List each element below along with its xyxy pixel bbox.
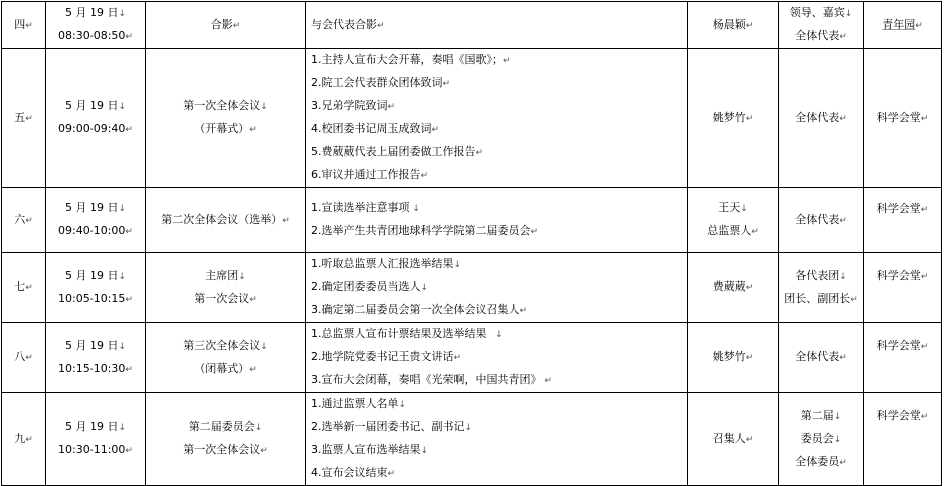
attendees-cell: 全体代表↵ bbox=[779, 323, 864, 393]
agenda-row bbox=[2, 188, 942, 253]
time-cell: 5 月 19 日↓ 08:30-08:50↵ bbox=[46, 2, 146, 49]
seq-cell: 六↵ bbox=[2, 188, 46, 253]
host-cell: 王天↓ 总监票人↵ bbox=[688, 188, 779, 253]
title-cell: 第二次全体会议（选举）↵ bbox=[146, 188, 306, 253]
venue-cell: 科学会堂↵ bbox=[864, 393, 942, 486]
agenda-row bbox=[2, 323, 942, 393]
title-cell: 主席团↓ 第一次会议↵ bbox=[146, 253, 306, 323]
agenda-table bbox=[1, 1, 942, 486]
attendees-cell: 全体代表↵ bbox=[779, 49, 864, 188]
seq-cell: 八↵ bbox=[2, 323, 46, 393]
venue-cell: 科学会堂↵ bbox=[864, 188, 942, 253]
venue-cell: 科学会堂↵ bbox=[864, 49, 942, 188]
seq-cell: 四↵ bbox=[2, 2, 46, 49]
items-cell: 1.总监票人宣布计票结果及选举结果 ↓ 2.地学院党委书记王贵文讲话↵ 3.宣布大会闭幕，奏唱《光荣啊，中国共青团》 ↵ bbox=[306, 323, 688, 393]
time-cell: 5 月 19 日↓ 09:40-10:00↵ bbox=[46, 188, 146, 253]
venue-cell: 青年园↵ bbox=[864, 2, 942, 49]
attendees-cell: 领导、嘉宾↓ 全体代表↵ bbox=[779, 2, 864, 49]
items-cell: 1.主持人宣布大会开幕，奏唱《国歌》；↵ 2.院工会代表群众团体致词↵ 3.兄弟学院致词↵ 4.校团委书记周玉成致词↵ 5.费葳葳代表上届团委做工作报告↵ 6.审议并通过工作报告↵ bbox=[306, 49, 688, 188]
agenda-body bbox=[2, 2, 942, 486]
time-cell: 5 月 19 日↓ 10:05-10:15↵ bbox=[46, 253, 146, 323]
host-cell: 姚梦竹↵ bbox=[688, 323, 779, 393]
host-cell: 杨晨颖↵ bbox=[688, 2, 779, 49]
attendees-cell: 全体代表↵ bbox=[779, 188, 864, 253]
time-cell: 5 月 19 日↓ 09:00-09:40↵ bbox=[46, 49, 146, 188]
time-cell: 5 月 19 日↓ 10:15-10:30↵ bbox=[46, 323, 146, 393]
agenda-row bbox=[2, 2, 942, 49]
host-cell: 召集人↵ bbox=[688, 393, 779, 486]
venue-cell: 科学会堂↵ bbox=[864, 253, 942, 323]
seq-cell: 七↵ bbox=[2, 253, 46, 323]
host-cell: 费葳葳↵ bbox=[688, 253, 779, 323]
title-cell: 第三次全体会议↓ （闭幕式）↵ bbox=[146, 323, 306, 393]
items-cell: 1.通过监票人名单↓ 2.选举新一届团委书记、副书记↓ 3.监票人宣布选举结果↓ 4.宣布会议结束↵ bbox=[306, 393, 688, 486]
agenda-row bbox=[2, 393, 942, 486]
items-cell: 1.听取总监票人汇报选举结果↓ 2.确定团委委员当选人↓ 3.确定第二届委员会第一次全体会议召集人↵ bbox=[306, 253, 688, 323]
title-cell: 第二届委员会↓ 第一次全体会议↵ bbox=[146, 393, 306, 486]
title-cell: 合影↵ bbox=[146, 2, 306, 49]
title-cell: 第一次全体会议↓ （开幕式）↵ bbox=[146, 49, 306, 188]
attendees-cell: 第二届↓ 委员会↓ 全体委员↵ bbox=[779, 393, 864, 486]
attendees-cell: 各代表团↓ 团长、副团长↵ bbox=[779, 253, 864, 323]
agenda-row bbox=[2, 49, 942, 188]
agenda-row bbox=[2, 253, 942, 323]
venue-cell: 科学会堂↵ bbox=[864, 323, 942, 393]
seq-cell: 五↵ bbox=[2, 49, 46, 188]
seq-cell: 九↵ bbox=[2, 393, 46, 486]
items-cell: 与会代表合影↵ bbox=[306, 2, 688, 49]
items-cell: 1.宣读选举注意事项 ↓ 2.选举产生共青团地球科学学院第二届委员会↵ bbox=[306, 188, 688, 253]
time-cell: 5 月 19 日↓ 10:30-11:00↵ bbox=[46, 393, 146, 486]
host-cell: 姚梦竹↵ bbox=[688, 49, 779, 188]
